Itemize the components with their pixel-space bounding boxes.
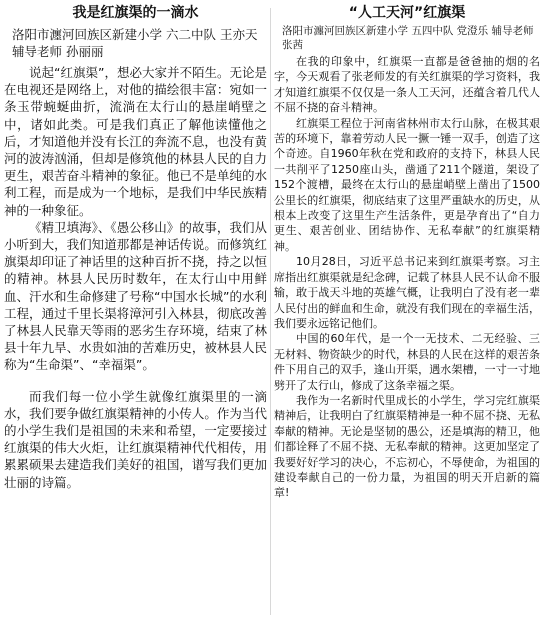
- paragraph-gap: [4, 374, 267, 388]
- column-divider: [270, 8, 271, 615]
- right-article: [274, 4, 540, 501]
- left-article-byline: 洛阳市瀍河回族区新建小学 六二中队 王亦天 辅导老师 孙丽丽: [12, 27, 258, 59]
- left-article-title: 我是红旗渠的一滴水: [72, 5, 199, 21]
- right-article-title: “人工天河”红旗渠: [348, 5, 466, 21]
- left-paragraph-1: 说起“红旗渠”，想必大家并不陌生。无论是在电视还是网络上，对他的描绘很丰富：宛如一条玉带蜿蜒曲折，流淌在太行山的悬崖峭壁之中，诸如此类。可是我们真正了解他读懂他之后，才知道他并没有长江的奔流不息，也没有黄河的波涛汹涌，但却是修筑他的林县人民的自力更生，艰苦奋斗精神的象征。他已不是单纯的水利工程，而是成为一个地标，是我们中华民族精神的一种象征。: [4, 65, 267, 218]
- left-paragraph-3: 而我们每一位小学生就像红旗渠里的一滴水，我们要争做红旗渠精神的小传人。作为当代的小学生我们是祖国的未来和希望，一定要接过红旗渠的伟大火炬，让红旗渠精神代代相传，用累累硕果去建造我们美好的祖国，谱写我们更加壮丽的诗篇。: [4, 388, 267, 490]
- left-paragraph-2: 《精卫填海》、《愚公移山》的故事，我们从小听到大，我们知道那都是神话传说。而修筑红旗渠却印证了神话里的这种百折不挠，持之以恒的精神。林县人民历时数年，在太行山中用鲜血、汗水和生命修建了号称“中国水长城”的水利工程，通过千里长渠将漳河引入林县，彻底改善了林县人民靠天等雨的恶劣生存环境，结束了林县十年九旱、水贵如油的苦难历史，被林县人民称为“生命渠”、“幸福渠”。: [4, 219, 267, 373]
- left-article: [4, 4, 267, 491]
- right-paragraph-3: 10月28日，习近平总书记来到红旗渠考察。习主席指出红旗渠就是纪念碑，记载了林县人民不认命不服输，敢于战天斗地的英雄气概，让我明白了没有老一辈人民付出的鲜血和生命，就没有我们现在的幸福生活，我们要永远铭记他们。: [274, 255, 540, 330]
- right-paragraph-1: 在我的印象中，红旗渠一直都是爸爸抽的烟的名字，今天观看了张老师发的有关红旗渠的学习资料，我才知道红旗渠不仅仅是一条人工天河，还蕴含着几代人不屈不挠的奋斗精神。: [274, 55, 540, 115]
- right-paragraph-2: 红旗渠工程位于河南省林州市太行山脉，在极其艰苦的环境下，靠着劳动人民一撅一锤一双手，创造了这个奇迹。自1960年秋在党和政府的支持下，林县人民一共削平了1250座山头，凿通了211个隧道，架设了152个渡槽，最终在太行山的悬崖峭壁上凿出了1500公里长的红旗渠，彻底结束了这里严重缺水的历史，从根本上改变了这里生产生活条件，更是孕育出了“自力更生、艰苦创业、团结协作、无私奉献”的红旗渠精神。: [274, 116, 540, 253]
- right-paragraph-4: 中国的60年代，是一个一无技术、二无经验、三无材料、物资缺少的时代，林县的人民在这样的艰苦条件下用自己的双手，逢山开渠，遇水架槽，一寸一寸地劈开了太行山，修成了这条幸福之渠。: [274, 332, 540, 392]
- right-article-byline: 洛阳市瀍河回族区新建小学 五四中队 党澄乐 辅导老师 张茜: [282, 25, 534, 51]
- right-paragraph-5: 我作为一名新时代里成长的小学生，学习完红旗渠精神后，让我明白了红旗渠精神是一种不屈不挠、无私奉献的精神。无论是坚韧的愚公，还是填海的精卫，他们都诠释了不屈不挠、无私奉献的精神。这更加坚定了我要好好学习的决心，不忘初心，不辱使命，为祖国的建设奉献自己的一份力量，为祖国的明天开启新的篇章!: [274, 393, 540, 500]
